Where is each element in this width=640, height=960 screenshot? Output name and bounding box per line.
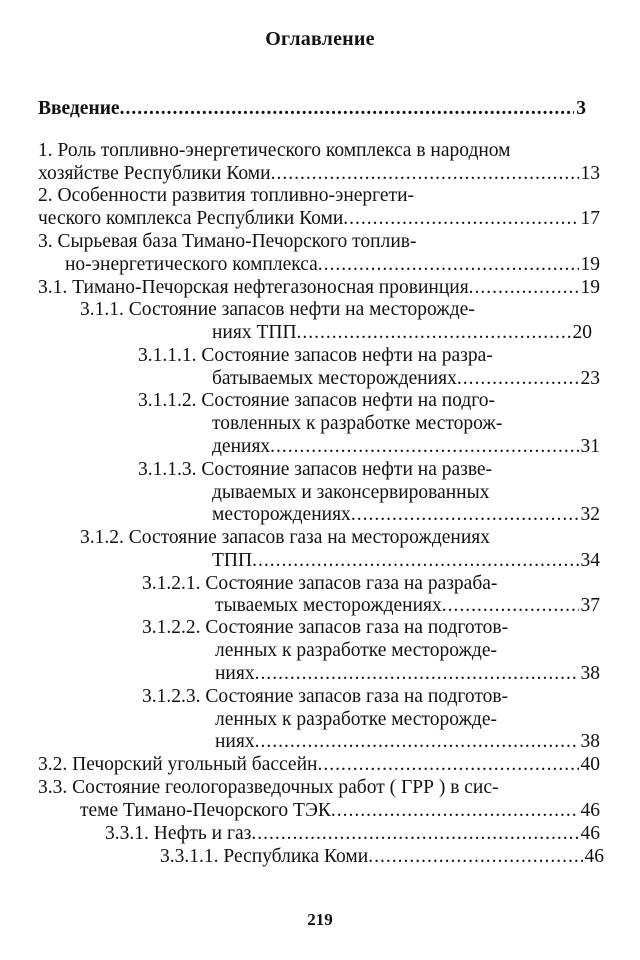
toc-entry-text: 3.3. Состояние геологоразведочных работ ( ГРР ) в сис- xyxy=(38,777,499,799)
toc-entry-text: 3.1.1.2. Состояние запасов нефти на подго- xyxy=(138,389,496,411)
toc-page-number: 19 xyxy=(580,277,600,299)
toc-entry-text: 3. Сырьевая база Тимано-Печорского топлив- xyxy=(38,231,417,253)
toc-entry-text: дениях xyxy=(212,435,271,457)
toc-entry-text: тываемых месторождениях xyxy=(215,595,442,617)
toc-entry-text: ленных к разработке месторожде- xyxy=(215,709,498,731)
toc-entry-text: месторождениях xyxy=(212,503,351,525)
toc-page-number: 38 xyxy=(580,731,600,753)
toc-entry-text: хозяйстве Республики Коми xyxy=(38,163,271,185)
toc-entry-text: 3.1.2. Состояние запасов газа на месторождениях xyxy=(80,526,490,548)
page-title: Оглавление xyxy=(265,28,375,50)
toc-entry-text: ниях xyxy=(215,663,255,685)
toc-entry-text: товленных к разработке месторож- xyxy=(212,412,503,434)
toc-page-number: 38 xyxy=(580,663,600,685)
toc-page-number: 31 xyxy=(580,435,600,457)
toc-line xyxy=(38,96,586,122)
page-number: 219 xyxy=(307,910,333,929)
toc-entry-text: ческого комплекса Республики Коми xyxy=(38,208,344,230)
toc-page-number: 46 xyxy=(584,845,604,867)
toc-entry-text: 3.1.2.2. Состояние запасов газа на подготов- xyxy=(142,617,509,639)
toc-entry-text: батываемых месторождениях xyxy=(212,367,457,389)
toc-page-number: 37 xyxy=(580,595,600,617)
toc-entry-text: дываемых и законсервированных xyxy=(212,481,490,503)
toc-entry-text: 3.1.2.3. Состояние запасов газа на подготов- xyxy=(142,686,509,708)
toc-entry-text: ТПП xyxy=(212,549,253,571)
toc-page-number: 20 xyxy=(572,322,592,344)
toc-entry-text: 3.1.1.1. Состояние запасов нефти на разра- xyxy=(138,344,493,366)
toc-page-number: 13 xyxy=(580,163,600,185)
toc-entry-text: 3.1. Тимано-Печорская нефтегазоносная провинция xyxy=(38,277,469,299)
toc-entry-text: но-энергетического комплекса xyxy=(65,254,318,276)
toc-line xyxy=(160,844,604,870)
toc-entry-text: 3.1.2.1. Состояние запасов газа на разраба- xyxy=(142,572,498,594)
toc-entry-text: Введение xyxy=(38,98,120,119)
toc-page-number: 23 xyxy=(580,367,600,389)
toc-entry-text: ниях xyxy=(215,731,255,753)
toc-page-number: 3 xyxy=(576,98,586,119)
toc-page-number: 32 xyxy=(580,503,600,525)
toc-entry-text: 2. Особенности развития топливно-энергети- xyxy=(38,185,415,207)
toc-entry-text: 3.2. Печорский угольный бассейн xyxy=(38,754,318,776)
toc-page-number: 17 xyxy=(580,208,600,230)
toc-entry-text: 3.3.1.1. Республика Коми xyxy=(160,845,369,867)
toc-page-number: 19 xyxy=(580,254,600,276)
toc-page-number: 34 xyxy=(580,549,600,571)
toc-page-number: 46 xyxy=(580,823,600,844)
toc-dot-leader xyxy=(120,96,575,122)
toc-entry-text: ленных к разработке месторожде- xyxy=(215,640,498,662)
toc-entry-text: 3.3.1. Нефть и газ xyxy=(105,823,252,844)
toc-entry-text: теме Тимано-Печорского ТЭК xyxy=(80,800,331,822)
toc-entry-text: ниях ТПП xyxy=(212,322,297,344)
toc-page-number: 46 xyxy=(580,800,600,822)
toc-entry-text: 3.1.1. Состояние запасов нефти на месторожде- xyxy=(80,299,475,321)
toc-entry-text: 1. Роль топливно-энергетического комплекса в народном xyxy=(38,140,511,162)
toc-entry-text: 3.1.1.3. Состояние запасов нефти на разве- xyxy=(138,458,493,480)
toc-dot-leader xyxy=(368,844,582,870)
toc-page-number: 40 xyxy=(580,754,600,776)
